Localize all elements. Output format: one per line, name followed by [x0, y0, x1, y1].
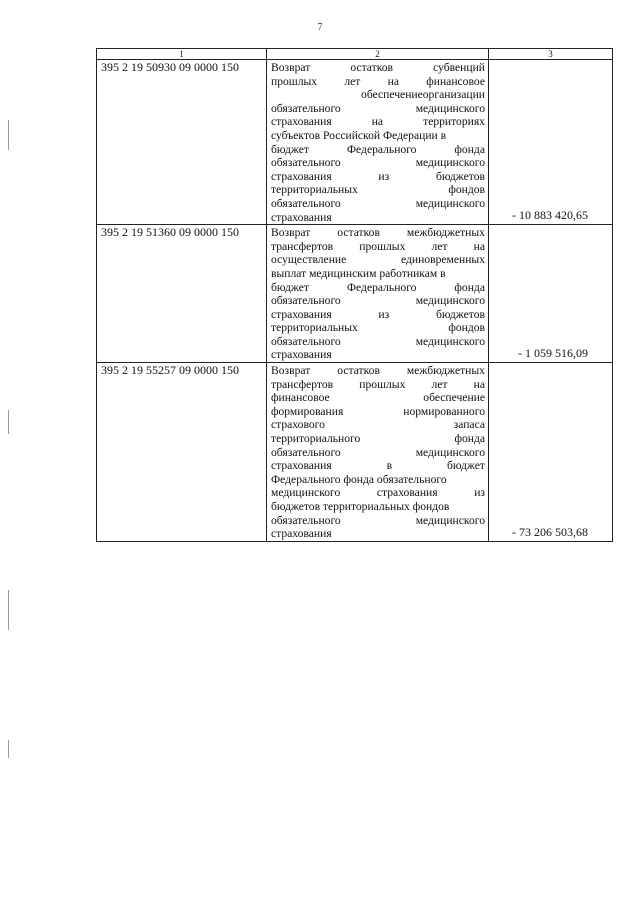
description-word: медицинского	[415, 294, 485, 308]
description-word: фонда	[454, 142, 485, 156]
description-line	[271, 391, 485, 405]
description-word: страхования	[271, 348, 332, 362]
description-line	[271, 211, 485, 225]
description-cell	[267, 363, 489, 542]
budget-code-cell: 395 2 19 55257 09 0000 150	[97, 363, 267, 542]
description-line	[271, 514, 485, 528]
description-line	[271, 364, 485, 378]
description-word: медицинского	[415, 334, 485, 348]
description-word: выплат медицинским работникам в	[271, 266, 446, 280]
description-word: Федерального	[346, 280, 417, 294]
description-word: единовременных	[401, 253, 485, 267]
description-word: медицинского	[271, 486, 341, 500]
description-line	[271, 294, 485, 308]
description-word: обязательного	[271, 445, 341, 459]
description-line	[271, 143, 485, 157]
description-word: межбюджетных	[406, 226, 485, 240]
description-word: медицинского	[415, 196, 485, 210]
budget-code-cell: 395 2 19 50930 09 0000 150	[97, 60, 267, 225]
description-word: на	[387, 74, 399, 88]
description-word: бюджет	[271, 142, 309, 156]
description-word: субвенций	[433, 61, 485, 74]
description-word: лет	[431, 239, 448, 253]
description-word: фондов	[448, 321, 485, 335]
description-word: на	[473, 377, 485, 391]
amount-cell: - 10 883 420,65	[489, 60, 613, 225]
description-word: в	[386, 459, 393, 473]
description-word: фонда	[454, 280, 485, 294]
description-line	[271, 473, 485, 487]
description-word: Федерального	[346, 142, 417, 156]
description-word: страхования	[271, 210, 332, 224]
description-line	[271, 335, 485, 349]
description-line	[271, 267, 485, 281]
description-word: территориальных	[271, 183, 358, 197]
scan-margin-mark	[8, 120, 9, 150]
description-line	[271, 418, 485, 432]
description-word: прошлых	[359, 377, 406, 391]
description-line	[271, 102, 485, 116]
description-word: страхового	[271, 418, 325, 432]
description-word: на	[371, 115, 384, 129]
description-cell	[267, 225, 489, 363]
budget-code-cell: 395 2 19 51360 09 0000 150	[97, 225, 267, 363]
description-word: территориального	[271, 432, 361, 446]
description-word: Возврат	[271, 61, 311, 74]
description-word: медицинского	[415, 445, 485, 459]
description-line	[271, 432, 485, 446]
description-line	[271, 170, 485, 184]
description-word: страхования	[271, 115, 332, 129]
description-word: страхования	[271, 459, 332, 473]
description-word: из	[378, 307, 390, 321]
table-row	[97, 225, 613, 363]
column-header-3: 3	[489, 49, 613, 60]
description-word: остатков	[350, 61, 394, 74]
description-word: обязательного	[271, 294, 341, 308]
description-word: страхования	[376, 486, 438, 500]
description-word: субъектов Российской Федерации в	[271, 128, 447, 142]
budget-table	[96, 48, 613, 542]
description-word: остатков	[337, 364, 380, 378]
description-line	[271, 446, 485, 460]
description-line	[271, 281, 485, 295]
description-line	[271, 240, 485, 254]
description-word: межбюджетных	[406, 364, 485, 378]
description-word: организации	[422, 88, 485, 102]
description-word: Федерального фонда обязательного	[271, 472, 447, 486]
description-line	[271, 156, 485, 170]
description-word: бюджетов	[435, 307, 485, 321]
table-header-row	[97, 49, 613, 60]
description-line	[271, 75, 485, 89]
description-word: страхования	[271, 307, 332, 321]
description-word: финансовое	[271, 391, 330, 405]
description-cell	[267, 60, 489, 225]
description-word: бюджет	[271, 280, 309, 294]
description-line	[271, 321, 485, 335]
description-word: лет	[344, 74, 361, 88]
description-word: обязательного	[271, 156, 341, 170]
description-line	[271, 348, 485, 362]
description-word: медицинского	[415, 156, 485, 170]
description-line	[271, 88, 485, 102]
description-line	[271, 308, 485, 322]
description-word: обязательного	[271, 334, 341, 348]
description-word: обязательного	[271, 101, 341, 115]
description-line	[271, 527, 485, 541]
table-body	[97, 60, 613, 542]
description-word: Возврат	[271, 226, 311, 240]
description-word: страхования	[271, 527, 332, 541]
description-word: трансфертов	[271, 377, 334, 391]
description-word: бюджетов	[435, 169, 485, 183]
description-word: фондов	[448, 183, 485, 197]
description-word: нормированного	[403, 404, 485, 418]
description-word: страхования	[271, 169, 332, 183]
description-word: финансовое	[426, 74, 485, 88]
description-word: Возврат	[271, 364, 311, 378]
description-line	[271, 253, 485, 267]
description-word: прошлых	[271, 74, 318, 88]
description-line	[271, 129, 485, 143]
description-line	[271, 500, 485, 514]
description-word: остатков	[337, 226, 380, 240]
description-word: трансфертов	[271, 239, 334, 253]
description-word: территориальных	[271, 321, 358, 335]
description-line	[271, 115, 485, 129]
description-line	[271, 405, 485, 419]
table-row	[97, 60, 613, 225]
description-line	[271, 378, 485, 392]
table-row	[97, 363, 613, 542]
description-word: обязательного	[271, 196, 341, 210]
description-word: осуществление	[271, 253, 347, 267]
description-word: обеспечение	[361, 88, 423, 102]
scan-margin-mark	[8, 590, 9, 630]
description-word: запаса	[453, 418, 485, 432]
description-word: из	[474, 486, 485, 500]
description-word: медицинского	[415, 101, 485, 115]
description-word: медицинского	[415, 513, 485, 527]
description-word: фонда	[454, 432, 485, 446]
page-number: 7	[317, 22, 323, 33]
description-word: на	[473, 239, 485, 253]
description-line	[271, 459, 485, 473]
description-line	[271, 61, 485, 75]
description-word: лет	[431, 377, 448, 391]
amount-cell: - 73 206 503,68	[489, 363, 613, 542]
description-word: бюджетов территориальных фондов	[271, 500, 450, 513]
description-word: бюджет	[447, 459, 485, 473]
description-line	[271, 183, 485, 197]
description-word: из	[378, 169, 390, 183]
description-word: формирования	[271, 404, 344, 418]
column-header-1: 1	[97, 49, 267, 60]
description-line	[271, 486, 485, 500]
description-line	[271, 197, 485, 211]
description-word: территориях	[423, 115, 485, 129]
description-line	[271, 226, 485, 240]
description-word: обязательного	[271, 513, 341, 527]
scan-margin-mark	[8, 740, 9, 758]
column-header-2: 2	[267, 49, 489, 60]
scan-margin-mark	[8, 410, 9, 434]
description-word: прошлых	[359, 239, 406, 253]
amount-cell: - 1 059 516,09	[489, 225, 613, 363]
description-word: обеспечение	[423, 391, 485, 405]
